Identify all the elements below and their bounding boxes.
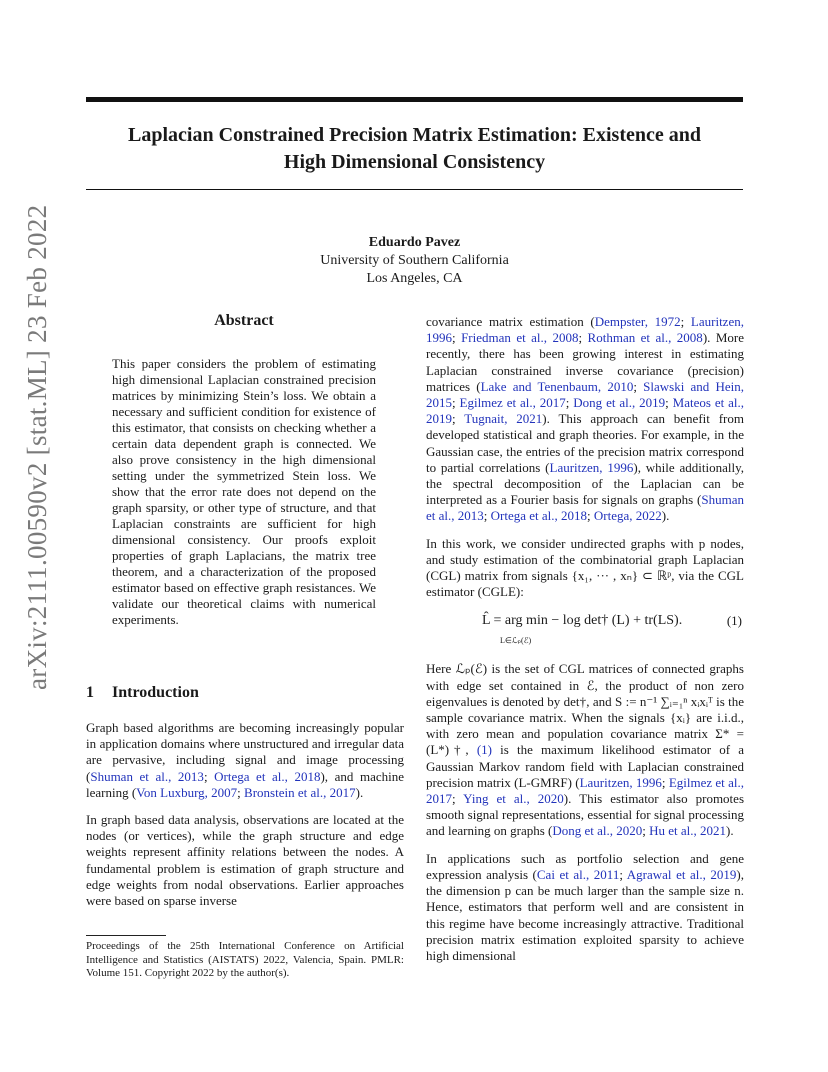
equation-body: L̂ = arg min − log det† (L) + tr(LS). (482, 613, 683, 629)
paper-title (86, 122, 743, 176)
citation-link[interactable]: Lake and Tenenbaum, 2010 (480, 378, 634, 394)
citation-link[interactable]: Dempster, 1972 (594, 314, 681, 329)
right-paragraph-3: Here ℒₚ(ℰ) is the set of CGL matrices of connected graphs with edge set contained in ℰ, the product of non zero eigenvalues is denoted by det†, and S := n⁻¹ ∑ᵢ₌₁ⁿ xᵢxᵢᵀ is the sample covariance matrix. When the signals {xᵢ} are i.i.d., with zero mean and population covariance matrix Σ* = (L*)†, (1) is the maximum likelihood estimator of a Gaussian Markov random field with Laplacian constrained precision matrix (L-GMRF) (Lauritzen, 1996; Egilmez et al., 2017; Ying et al., 2020). This estimator also promotes smooth signal representations, essential for signal processing and learning on graphs (Dong et al., 2020; Hu et al., 2021). (426, 661, 744, 839)
right-paragraph-2: In this work, we consider undirected graphs with p nodes, and study estimation of the combinatorial graph Laplacian (CGL) matrix from signals {x₁, ··· , xₙ} ⊂ ℝᵖ, via the CGL estimator (CGLE): (426, 535, 744, 600)
citation-link[interactable]: Egilmez et al., 2017 (426, 774, 744, 807)
author-block (86, 234, 743, 288)
left-column (86, 720, 404, 920)
footnote: Proceedings of the 25th International Conference on Artificial Intelligence and Statistics (AISTATS) 2022, Valencia, Spain. PMLR: Volume 151. Copyright 2022 by the author(s). (86, 940, 404, 980)
citation-link[interactable]: Bronstein et al., 2017 (244, 784, 356, 800)
footnote-rule (86, 935, 166, 936)
author-affiliation: University of Southern California (320, 253, 509, 268)
title-line-1: Laplacian Constrained Precision Matrix Estimation: Existence and (128, 124, 701, 146)
abstract-text: This paper considers the problem of estimating high dimensional Laplacian constrained precision matrices by minimizing Stein’s loss. We obtain a necessary and sufficient condition for existence of this estimator, that consists on checking whether a certain data dependent graph is connected. We also prove consistency in the high dimensional setting under the symmetrized Stein loss. We show that the error rate does not depend on the graph sparsity, or other type of structure, and that Laplacian constraints are sufficient for high dimensional consistency. Our proofs exploit properties of graph Laplacians, the matrix tree theorem, and a characterization of the proposed estimator based on effective graph resistances. We validate our theoretical claims with numerical experiments. (112, 356, 376, 627)
intro-paragraph-1: Graph based algorithms are becoming increasingly popular in application domains where unstructured and irregular data are pervasive, including signal and image processing (Shuman et al., 2013; Ortega et al., 2018), and machine learning (Von Luxburg, 2007; Bronstein et al., 2017). (86, 720, 404, 800)
intro-paragraph-2: In graph based data analysis, observations are located at the nodes (or vertices), while the graph structure and edge weights represent affinity relations between the nodes. A fundamental problem is estimation of graph structure and edge weights from nodal observations. Earlier approaches were based on sparse inverse (86, 812, 404, 909)
citation-link[interactable]: Shuman et al., 2013 (426, 492, 744, 524)
right-column (426, 314, 744, 975)
section-heading (86, 684, 199, 702)
title-line-2: High Dimensional Consistency (283, 151, 546, 173)
citation-link[interactable]: Slawski and Hein, 2015 (426, 378, 744, 411)
arxiv-identifier[interactable]: arXiv:2111.00590v2 [stat.ML] 23 Feb 2022 (22, 204, 52, 690)
citation-link[interactable]: Hu et al., 2021 (649, 823, 727, 839)
equation-1 (426, 611, 744, 645)
citation-link[interactable]: Cai et al., 2011 (536, 866, 620, 882)
right-paragraph-4: In applications such as portfolio selection and gene expression analysis (Cai et al., 2011; Agrawal et al., 2019), the dimension p can be much larger than the sample size n. Hence, estimators that perform well and are consistent in this regime have become increasingly attractive. Traditional precision matrix estimation exploited sparsity to achieve high dimensional (426, 850, 745, 963)
citation-link[interactable]: Rothman et al., 2008 (587, 330, 703, 346)
citation-link[interactable]: Tugnait, 2021 (464, 411, 543, 427)
citation-link[interactable]: Ying et al., 2020 (463, 791, 564, 807)
citation-link[interactable]: Ortega, 2022 (593, 508, 662, 524)
citation-link[interactable]: Dong et al., 2020 (552, 823, 643, 839)
equation-reference-link[interactable]: (1) (476, 742, 492, 758)
author-location: Los Angeles, CA (366, 271, 463, 286)
right-paragraph-1: covariance matrix estimation (Dempster, 1972; Lauritzen, 1996; Friedman et al., 2008; Rothman et al., 2008). More recently, there has been growing interest in estimating Laplacian constrained inverse covariance (precision) matrices (Lake and Tenenbaum, 2010; Slawski and Hein, 2015; Egilmez et al., 2017; Dong et al., 2019; Mateos et al., 2019; Tugnait, 2021). This approach can benefit from developed statistical and graph theories. For example, in the Gaussian case, the entries of the precision matrix correspond to partial correlations (Lauritzen, 1996), while additionally, the spectral decomposition of the Laplacian can be interpreted as a Fourier basis for signals on graphs (Shuman et al., 2013; Ortega et al., 2018; Ortega, 2022). (426, 314, 745, 524)
citation-link[interactable]: Friedman et al., 2008 (461, 330, 579, 346)
citation-link[interactable]: Agrawal et al., 2019 (626, 866, 737, 882)
citation-link[interactable]: Ortega et al., 2018 (214, 768, 321, 784)
citation-link[interactable]: Mateos et al., 2019 (426, 395, 744, 427)
section-number: 1 (86, 684, 94, 701)
citation-link[interactable]: Shuman et al., 2013 (90, 768, 204, 784)
citation-link[interactable]: Egilmez et al., 2017 (459, 395, 566, 411)
author-name: Eduardo Pavez (368, 235, 461, 250)
citation-link[interactable]: Lauritzen, 1996 (549, 459, 634, 475)
citation-link[interactable]: Ortega et al., 2018 (490, 508, 588, 524)
title-rule (86, 189, 743, 190)
equation-subscript: L∈ℒₚ(ℰ) (500, 636, 532, 646)
top-rule (86, 97, 743, 102)
abstract-heading: Abstract (214, 312, 274, 329)
citation-link[interactable]: Dong et al., 2019 (573, 395, 666, 411)
equation-number: (1) (726, 613, 742, 629)
citation-link[interactable]: Lauritzen, 1996 (579, 774, 662, 790)
citation-link[interactable]: Lauritzen, 1996 (426, 314, 744, 346)
section-title: Introduction (112, 684, 199, 701)
citation-link[interactable]: Von Luxburg, 2007 (136, 784, 238, 800)
